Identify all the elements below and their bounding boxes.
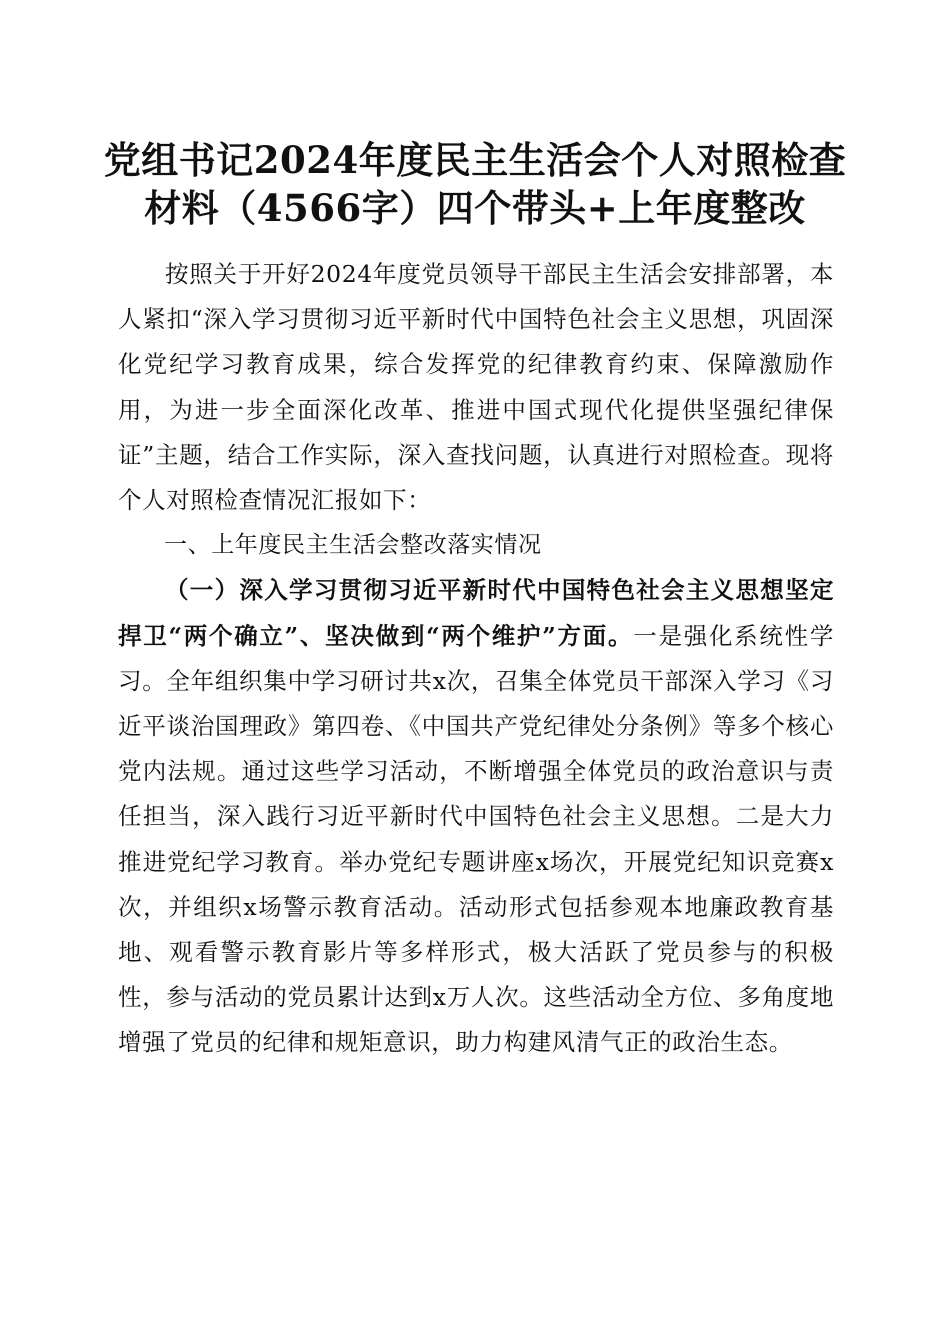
document-body xyxy=(118,252,834,1066)
subsection-heading-1: （一）深入学习贯彻习近平新时代中国特色社会主义思想坚定捍卫“两个确立”、坚决做到“两个维护”方面。 xyxy=(118,576,834,650)
section-heading-1: 一、上年度民主生活会整改落实情况 xyxy=(164,532,542,559)
intro-paragraph: 按照关于开好2024年度党员领导干部民主生活会安排部署，本人紧扣“深入学习贯彻习近平新时代中国特色社会主义思想，巩固深化党纪学习教育成果，综合发挥党的纪律教育约束、保障激励作用，为进一步全面深化改革、推进中国式现代化提供坚强纪律保证”主题，结合工作实际，深入查找问题，认真进行对照检查。现将个人对照检查情况汇报如下： xyxy=(118,260,834,515)
document-title xyxy=(80,136,870,232)
subsection-body-1: 一是强化系统性学习。全年组织集中学习研讨共x次，召集全体党员干部深入学习《习近平谈治国理政》第四卷、《中国共产党纪律处分条例》等多个核心党内法规。通过这些学习活动，不断增强全体党员的政治意识与责任担当，深入践行习近平新时代中国特色社会主义思想。二是大力推进党纪学习教育。举办党纪专题讲座x场次，开展党纪知识竞赛x次，并组织x场警示教育活动。活动形式包括参观本地廉政教育基地、观看警示教育影片等多样形式，极大活跃了党员参与的积极性，参与活动的党员累计达到x万人次。这些活动全方位、多角度地增强了党员的纪律和规矩意识，助力构建风清气正的政治生态。 xyxy=(118,621,834,1057)
document-title-line-2: 材料（4566字）四个带头+上年度整改 xyxy=(144,186,806,230)
subsection-paragraph-1 xyxy=(118,568,834,1065)
document-title-line-1: 党组书记2024年度民主生活会个人对照检查 xyxy=(103,138,847,182)
